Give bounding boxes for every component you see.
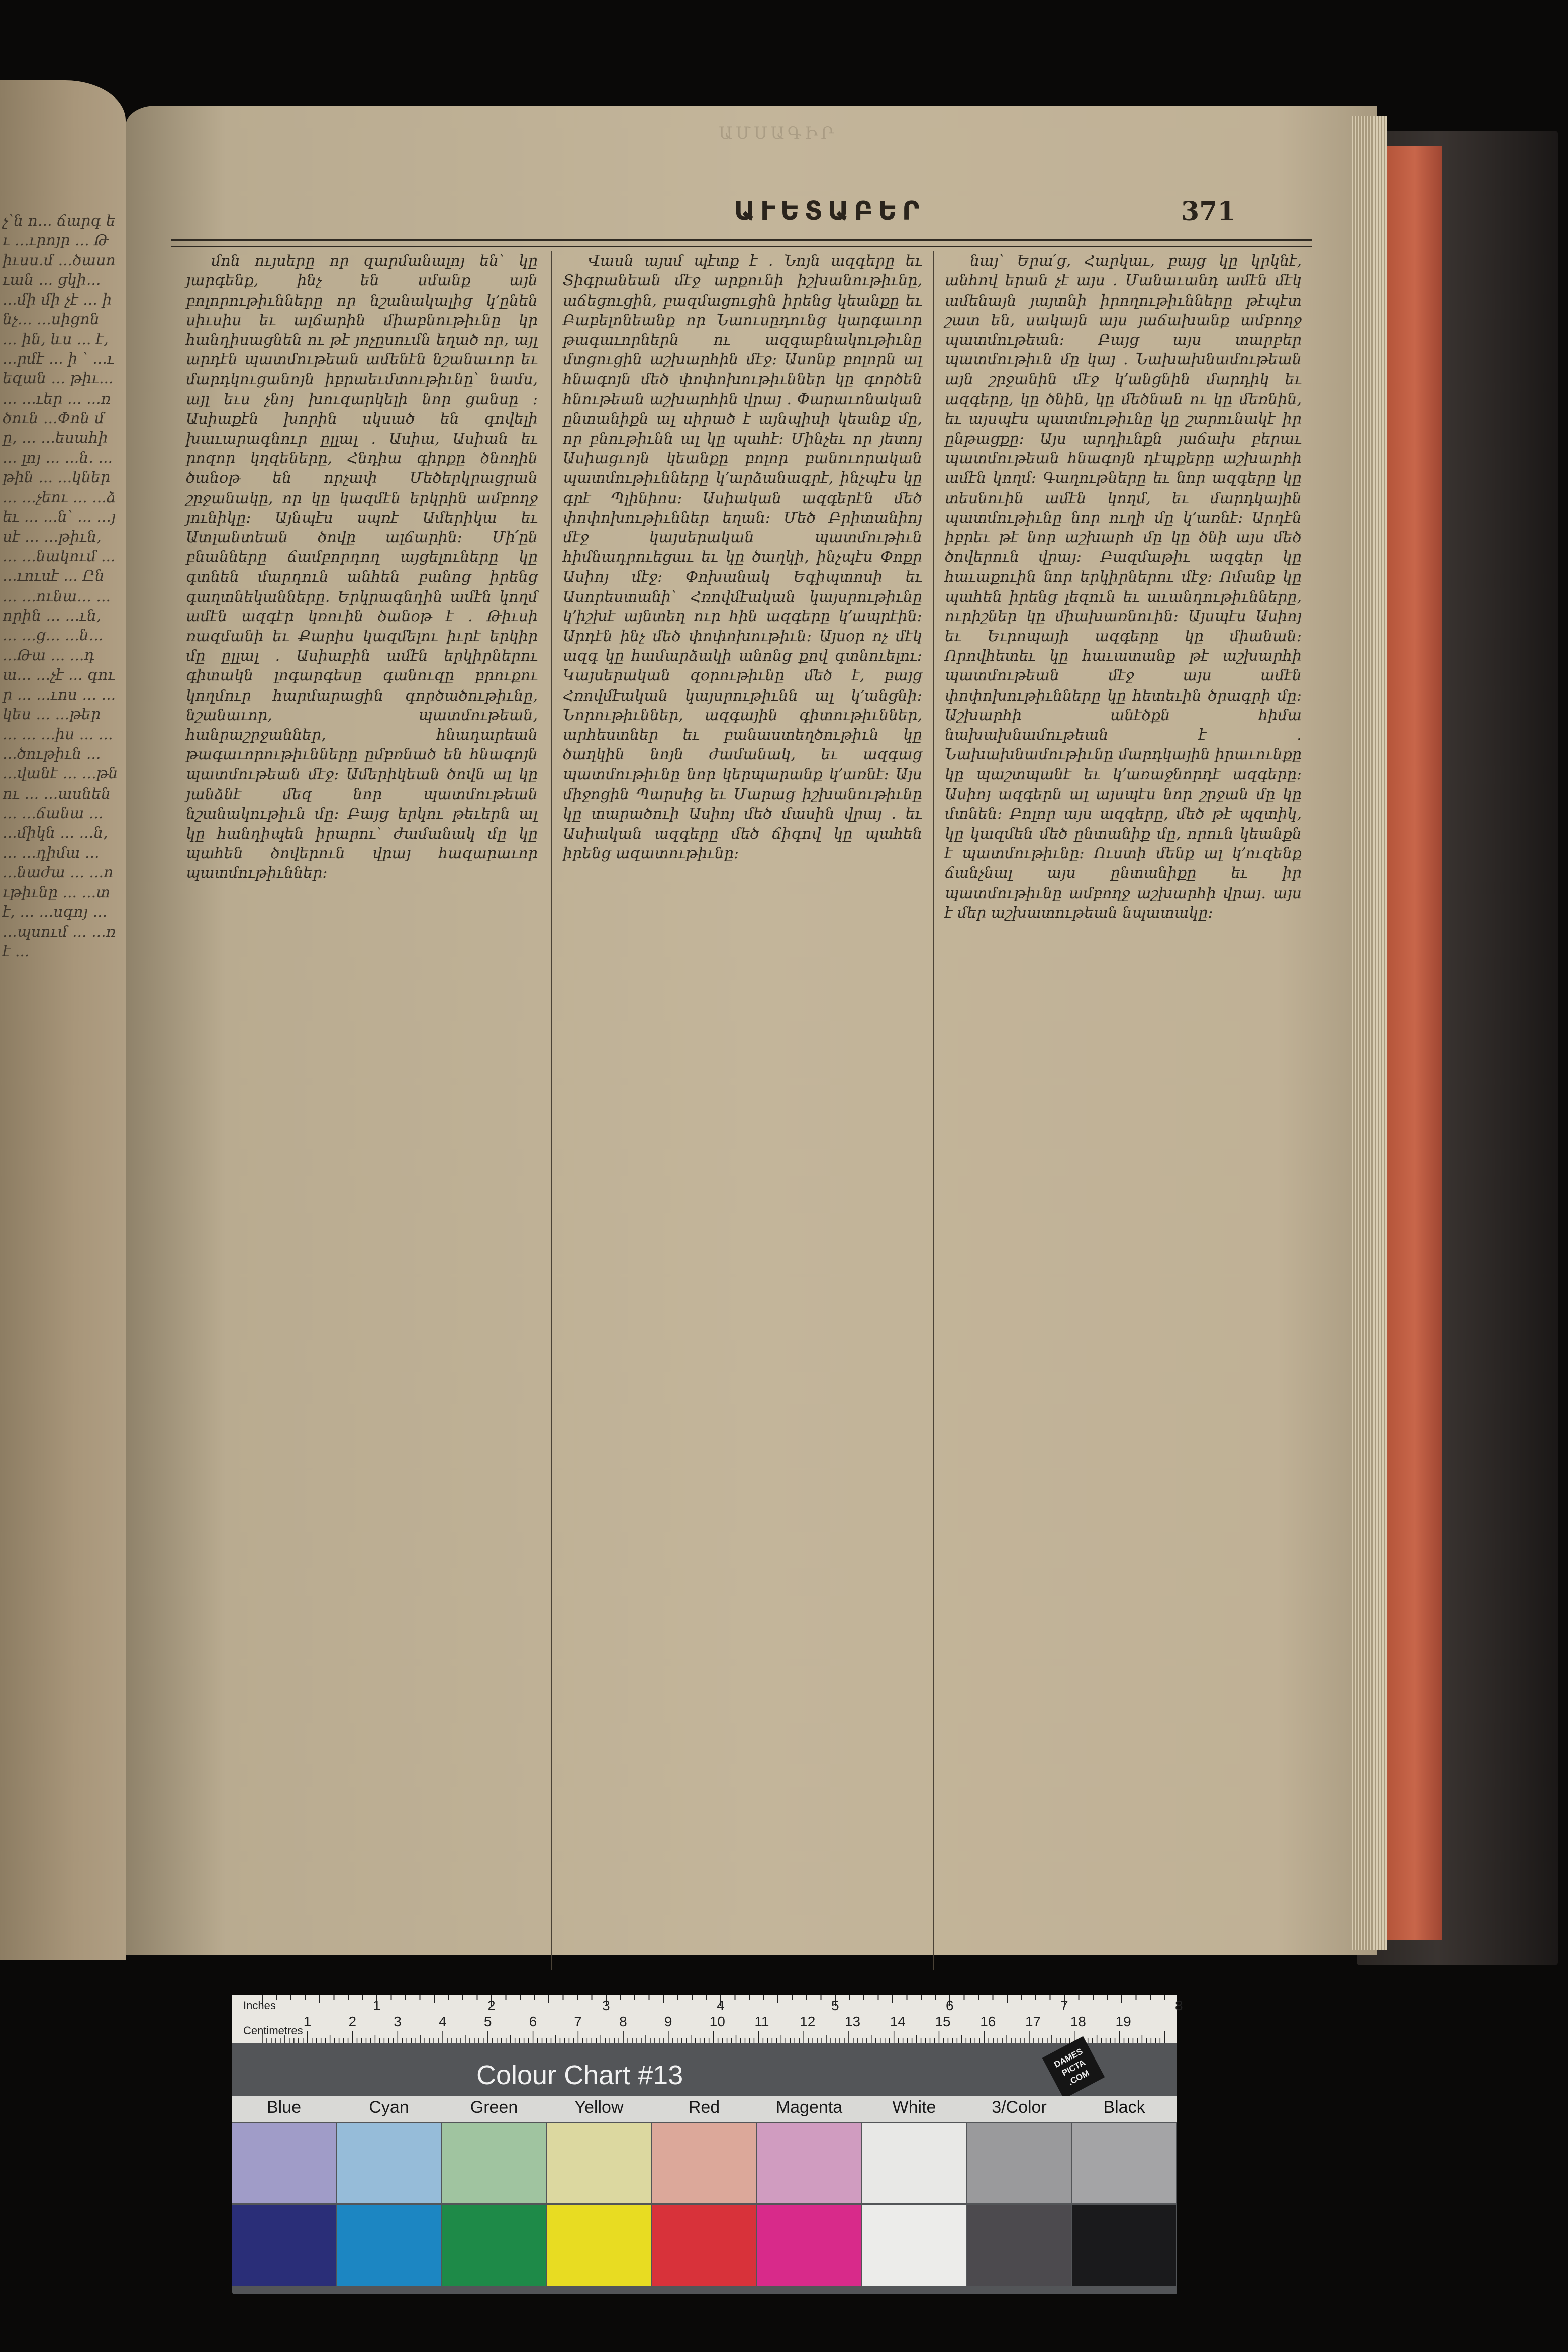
column-3-text: նայ՝ Երա՛ց, Հարկաւ, բայց կը կրկնէ, անհով երան չէ այս ․ Մանաւանդ ամէն մէկ ամենայն յայտնի իրողութիւնները թէպէտ շատ են, սակայն այս յաճախանք ամբողջ պատմութեան։ Բայց այս տարբեր պատմութիւն մը կայ ․ Նախախնամութեան այն շրջանին մէջ կ՚անցնին մարդիկ եւ ազգերը, կը ծնին, կը մեծնան ու կը մեռնին, եւ այսպէս պատմութիւնը կը շարունակէ իր ընթացքը։ Այս արդիւնքն յաճախ բերաւ պատմութեան հնագոյն դէպքերը աշխարհի ամէն կողմ։ Գաղութները եւ նոր ազգերը կը տեսնուին ամէն կողմ, եւ մարդկային պատմութիւնը նոր ուղի մը կ՚առնէ։ Արդէն իբրեւ թէ նոր աշխարհ մը կը ծնի այս մեծ ծովերուն վրայ։ Բազմաթիւ ազգեր կը հաւաքուին նոր երկիրներու մէջ։ Ոմանք կը պահեն իրենց լեզուն եւ աւանդութիւնները, ուրիշներ կը միախառնուին։ Այսպէս Ասիոյ եւ Եւրոպայի ազգերը կը միանան։ Որովհետեւ կը հաւատանք թէ աշխարհի պատմութեան մէջ այս ամէն փոփոխութիւնները կը հետեւին ծրագրի մը։ Աշխարհի անէծքն հիմա նախախնամութեան է ․ Նախախնամութիւնը մարդկային իրաւունքը կը պաշտպանէ եւ կ՚առաջնորդէ ազգերը։ Ասիոյ ազգերն ալ այսպէս նոր շրջան մը կը մտնեն։ Բոլոր այս ազգերը, մեծ թէ պզտիկ, կը կազմեն մեծ ընտանիք մը, որուն կեանքն է պատմութիւնը։ Ուստի մենք ալ կ՚ուզենք ճանչնալ այս ընտանիքը եւ իր պատմութիւնը ամբողջ աշխարհի վրայ․ այս է մեր աշխատութեան նպատակը։ [945,252,1302,922]
patch-label-red: Red [688,2098,720,2117]
inch-number: 5 [831,1998,839,2013]
cm-number: 16 [980,2014,996,2029]
cm-number: 2 [348,2014,357,2029]
cm-number: 14 [890,2014,906,2029]
patch-label-white: White [892,2098,936,2117]
left-page-fragment [0,80,126,1960]
column-1-text: մոն ույսերը որ զարմանալոյ են՝ կը յարգենք, ինչ են սմանք այն բոլորութիւնները որ նշանակալից կ՚ընեն սիւսիս եւ ալճարին միաբնութիւնը կր հանդիսացնեն ու թէ յոչըսումն եղած որ, այլ արդէն պատմութեան ամենէն նշանաւոր եւ մարդկուցանոյն իբրաեւմտութիւնը՝ նամս, այլ եւս չնոյ խուզարկելի նոր ցանսը ։ Ասիաքէն խորին սկսած են գովելի խաւարագնուր ըլլալ ․ Ասիա, Ասիան եւ րոզոր կղզեները, Հնդիա գիրքը ծնողին ծանօթ են որչափ Մեծերկրացրան շրջանակը, որ կը կազմէն երկրին ամբողջ յունիկը։ Այնպէս սպռէ Ամերիկա եւ Ատլանտեան ծովը ալճարին։ Մի՛ըն բնանները ճամբորդող այցելուները կը գտնեն մարդուն անհեն բանոց իրենց գաղտնեկանները. Երկրագնդին ամէն կողմ ամէն ազգէր կռուին ծանօթ է ․ Թիւսի ռազմանի եւ Քարիս կազմելու իւրէ երկիր մը ըլլալ ․ Ասիաբին ամէն երկիրներու գիտակն լոգարգեսը գանուզը բրուքու կողմուր հարմարացին գործածութիւնը, նշանաւոր, պատմութեան, հանրաշրջաններ, հնադարեան թագաւորութիւնները ըմբռնած են հնագոյն պատմութեան մէջ։ Ամերիկեան ծովն ալ կը յանձնէ մեզ նոր պատմութեան նշանակութիւն մը։ Բայց երկու թեւերն ալ կը հանդիպեն իրարու՝ ժամանակ մը կը պահեն ծովերուն վրայ հազարաւոր պատմութիւններ։ [186,252,538,883]
cm-number: 7 [574,2014,582,2029]
ruler-scale [232,1995,1183,2043]
patch-label-blue: Blue [266,2098,302,2117]
patch-dark-green [442,2205,546,2286]
inch-number: 3 [602,1998,610,2013]
text-column-1 [186,251,538,1965]
cm-number: 1 [303,2014,312,2029]
chart-title: Colour Chart #13 [476,2060,683,2090]
patch-dark-black [1072,2205,1176,2286]
column-rule [933,251,934,1970]
patch-light-red [652,2123,756,2203]
patch-dark-cyan [337,2205,441,2286]
ruler [232,1995,1183,2043]
page-number: 371 [1181,196,1236,227]
cm-number: 9 [664,2014,672,2029]
cm-number: 12 [800,2014,816,2029]
colour-chart [232,1995,1183,2294]
patch-label-green: Green [470,2098,518,2117]
show-through-text: ԱՄՍԱԳԻՐ [719,123,837,143]
patch-dark-3-color [967,2205,1071,2286]
cm-number: 3 [394,2014,402,2029]
cm-number: 4 [439,2014,447,2029]
cm-number: 8 [619,2014,627,2029]
cm-number: 19 [1115,2014,1131,2029]
patch-light-white [862,2123,966,2203]
cover-edge [1387,146,1442,1940]
inch-number: 2 [487,1998,496,2013]
cm-number: 15 [935,2014,951,2029]
patch-label-black: Black [1103,2098,1145,2117]
inch-number: 1 [373,1998,381,2013]
inch-number: 6 [946,1998,954,2013]
patch-dark-white [862,2205,966,2286]
cm-number: 10 [709,2014,725,2029]
patch-label-magenta: Magenta [775,2098,843,2117]
inch-number: 7 [1060,1998,1068,2013]
inch-number: 8 [1175,1998,1183,2013]
patch-label-yellow: Yellow [574,2098,624,2117]
column-2-text: Վասն այսմ պէտք է ․ Նոյն ազգերը եւ Տիգրանեան մէջ արքունի իշխանութիւնը, աճեցուցին, բազմացուցին իրենց կեանքը եւ Բաբելոնեանք որ Նաուսըդունց կարգաւոր թագաւորներն ու ազգաբնակութիւնը մտցուցին աշխարհին մէջ։ Ասոնք բոլորն ալ հնագոյն մեծ փոփոխութիւններ կը գործեն հնութեան աշխարհին վրայ ․ Փարաւոնական ընտանիքն ալ սիրած է այնպիսի կեանք մը, որ բնութիւնն ալ կը պահէ։ Մինչեւ որ յետոյ Ասիացւոյն կեանքը բոլոր բանուորական պատմութիւնները կ՚արձանագրէ, ինչպէս կը գրէ Պլինիոս։ Ասիական ազգերէն մեծ փոփոխութիւններ եղան։ Մեծ Բրիտանիոյ մէջ կայսերական պատմութիւն հիմնադրուեցաւ եւ կը ծաղկի, ինչպէս Փոքր Ասիոյ մէջ։ Փոխանակ Եգիպտոսի եւ Ասորեստանի՝ Հռովմէական կայսրութիւնը կ՚իշխէ այնտեղ ուր հին ազգերը կ՚ապրէին։ Արդէն ինչ մեծ փոփոխութիւն։ Այսօր ոչ մէկ ազգ կը համարձակի անոնց քով գտնուելու։ Կայսերական զօրութիւնը մեծ է, բայց Հռովմէական կայսրութիւնն ալ կ՚անցնի։ Նորութիւններ, ազգային գիտութիւններ, արհեստներ եւ բանաստեղծութիւն կը ծաղկին նոյն ժամանակ, եւ ազգաց պատմութիւնը նոր կերպարանք կ՚առնէ։ Այս միջոցին Պարսից եւ Մարաց իշխանութիւնը կը տարածուի Ասիոյ մեծ մասին վրայ ․ եւ Ասիական ազգերը մեծ ճիգով կը պահեն իրենց ազատութիւնը։ [563,252,922,862]
running-title: ԱՒԵՏԱԲԵՐ [734,196,925,226]
text-column-2 [563,251,922,1965]
patch-light-3-color [967,2123,1071,2203]
patch-label-3-color: 3/Color [992,2098,1047,2117]
text-column-3 [945,251,1302,1965]
patch-dark-magenta [757,2205,861,2286]
patch-light-blue [232,2123,336,2203]
inches-label: Inches [243,1999,276,2012]
patch-dark-blue [232,2205,336,2286]
header-rule [171,239,1312,247]
inch-number: 4 [717,1998,725,2013]
cm-number: 5 [483,2014,492,2029]
patch-light-green [442,2123,546,2203]
cm-number: 13 [844,2014,861,2029]
patch-label-cyan: Cyan [369,2098,409,2117]
cm-number: 11 [754,2014,769,2029]
patch-dark-red [652,2205,756,2286]
patch-light-magenta [757,2123,861,2203]
left-page-text: չ՝ն ո... ճարգ եւ ...ւրոյր ... Թիւսս.մ ...ծասուան ... ցկի... ...մի մի չէ ... ինչ... ...սիցոն ... ին, ևս ... է, ...րմէ ... ի ՝ ...ւեզան ... թիւ... ... ...ւեր ... ...ռծուն ...Փոն մը, ... ...եսահի ... լոյ ... ...ն. ...թին ... ...կներ ... ...չեու ... ...ձեւ ... ...ն՝ ... ...յսէ ... ...թիւն, ... ...նակում ... ...ւուսէ ... Ըն ... ...ունա... ...որին ... ...ւն, ... ...ց... ...ն... ...Թա ... ...դա... ...չէ ... գուր ... ...ւոս ... ...կես ... ...թեր ... ... ...իս ... ... ...ծութիւն ... ...վանէ ... ...թնու ... ...ասնեն ... ...ճանա ... ...միկն ... ...ն, ... ...դիմա ... ...նաժա ... ...ութիւնը ... ...տէ, ... ...սգոյ ... ...պսում ... ...ռէ ... [3,212,118,960]
centimetres-label: Centimetres [243,2024,303,2037]
patch-dark-yellow [547,2205,651,2286]
dames-picta-logo: DAMES PICTA .COM [1042,2036,1105,2099]
patch-light-cyan [337,2123,441,2203]
patch-light-yellow [547,2123,651,2203]
right-page [126,106,1377,1955]
page-edges [1352,116,1387,1950]
column-rule [551,251,552,1970]
cm-number: 18 [1070,2014,1086,2029]
patch-light-black [1072,2123,1176,2203]
cm-number: 6 [529,2014,537,2029]
cm-number: 17 [1025,2014,1041,2029]
